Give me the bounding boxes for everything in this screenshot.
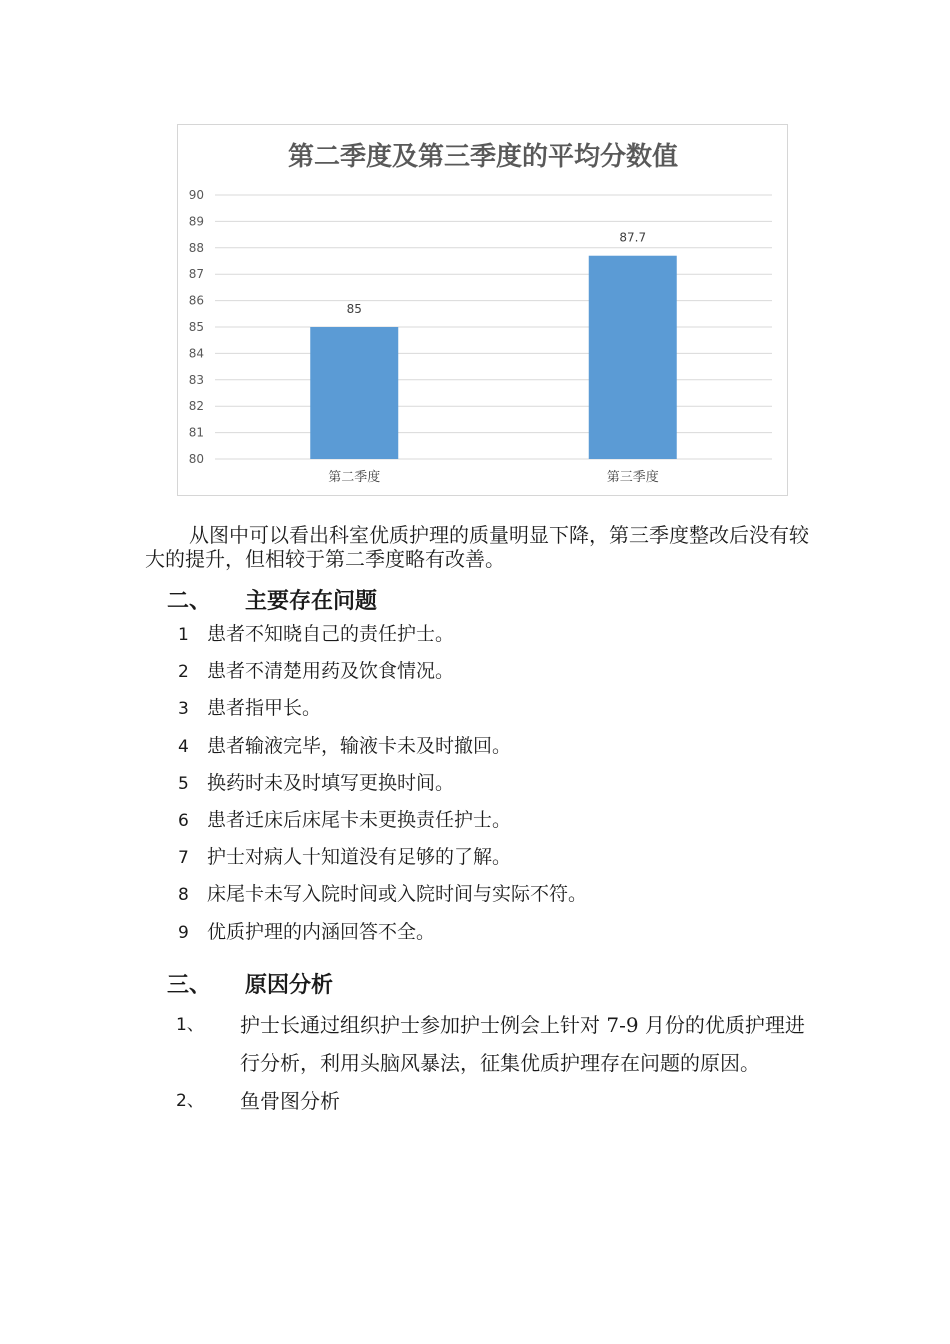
item-number: 2	[178, 662, 189, 683]
chart-canvas	[178, 125, 789, 497]
item-number: 5	[178, 773, 189, 794]
section-heading-problems	[167, 584, 377, 615]
y-tick-label: 86	[188, 293, 204, 308]
item-number: 6	[178, 810, 189, 831]
y-tick-label: 88	[188, 240, 204, 255]
section-number: 三、	[167, 973, 212, 998]
analysis-paragraph	[145, 523, 815, 571]
item-text: 护士对病人十知道没有足够的了解。	[207, 846, 512, 869]
item-number: 8	[178, 885, 189, 906]
chart-gridlines	[215, 195, 772, 459]
item-text: 鱼骨图分析	[240, 1089, 340, 1113]
item-text: 患者指甲长。	[207, 697, 322, 720]
item-text: 优质护理的内涵回答不全。	[207, 920, 436, 943]
y-tick-label: 83	[188, 372, 204, 387]
list-item	[178, 920, 587, 957]
list-item	[178, 771, 587, 808]
chart-bars	[310, 256, 677, 459]
item-number: 3	[178, 699, 189, 720]
item-number: 4	[178, 736, 189, 757]
item-text: 患者输液完毕，输液卡未及时撤回。	[207, 734, 512, 757]
x-category-label: 第二季度	[328, 470, 381, 485]
section-number: 二、	[167, 589, 212, 614]
analysis-paragraph-text: 从图中可以看出科室优质护理的质量明显下降，第三季度整改后没有较大的提升，但相较于第二季度略有改善。	[145, 523, 809, 571]
list-item	[178, 808, 587, 845]
y-tick-label: 82	[188, 399, 204, 414]
y-tick-label: 90	[188, 188, 204, 202]
y-tick-label: 87	[188, 267, 204, 282]
item-text: 换药时未及时填写更换时间。	[207, 771, 455, 794]
x-category-label: 第三季度	[606, 470, 659, 485]
item-number: 9	[178, 922, 189, 943]
bar-chart	[177, 124, 788, 496]
item-text: 患者迁床后床尾卡未更换责任护士。	[207, 808, 512, 831]
bar	[589, 256, 677, 459]
item-number: 1	[178, 625, 189, 645]
cause-list	[176, 1006, 816, 1120]
bar-value-label: 85	[346, 302, 362, 316]
item-number: 1、	[176, 1015, 204, 1035]
item-text: 患者不知晓自己的责任护士。	[207, 623, 455, 645]
section-title: 主要存在问题	[245, 589, 378, 614]
list-item	[178, 696, 587, 733]
list-item	[178, 734, 587, 771]
list-item	[178, 659, 587, 696]
y-tick-label: 89	[188, 214, 204, 229]
item-number: 2、	[176, 1091, 204, 1111]
item-text: 护士长通过组织护士参加护士例会上针对 7-9 月份的优质护理进行分析，利用头脑风暴法，征集优质护理存在问题的原因。	[240, 1013, 805, 1075]
bar	[310, 327, 398, 459]
list-item	[178, 882, 587, 919]
y-tick-label: 81	[188, 425, 204, 440]
y-tick-label: 84	[188, 346, 204, 361]
list-item	[176, 1006, 816, 1082]
y-tick-label: 80	[188, 452, 204, 466]
item-number: 7	[178, 848, 189, 869]
list-item	[176, 1082, 816, 1120]
list-item	[178, 622, 587, 659]
y-tick-label: 85	[188, 320, 204, 334]
bar-value-label: 87.7	[619, 230, 647, 245]
chart-y-ticks	[189, 188, 204, 466]
item-text: 床尾卡未写入院时间或入院时间与实际不符。	[207, 883, 588, 906]
section-heading-causes	[167, 968, 333, 999]
problem-list	[178, 622, 587, 957]
item-text: 患者不清楚用药及饮食情况。	[207, 660, 455, 683]
list-item	[178, 845, 587, 882]
chart-title: 第二季度及第三季度的平均分数值	[287, 142, 679, 172]
section-title: 原因分析	[245, 973, 334, 998]
